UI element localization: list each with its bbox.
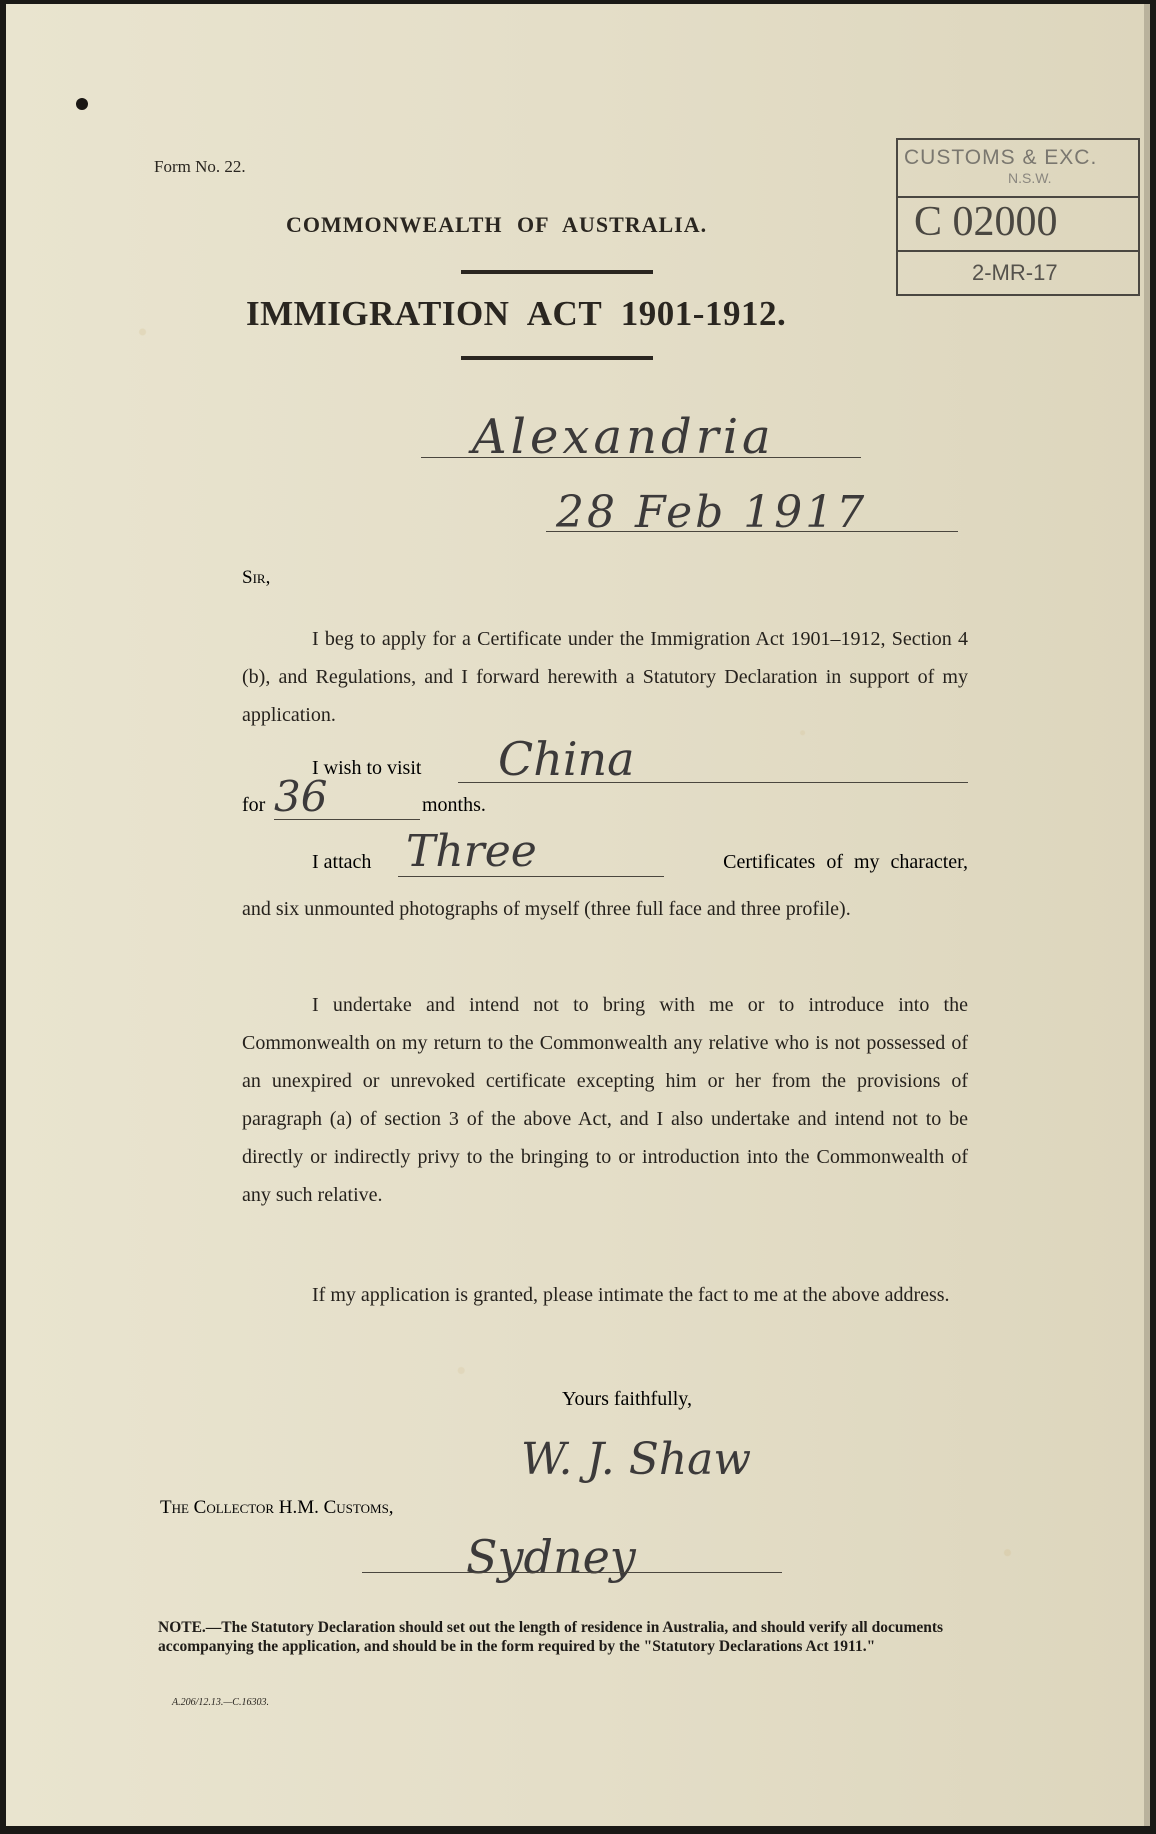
notification-paragraph: If my application is granted, please intimate the fact to me at the above address. — [312, 1284, 950, 1306]
stamp-state: N.S.W. — [1008, 170, 1052, 186]
application-paragraph: I beg to apply for a Certificate under the Immigration Act 1901–1912, Section 4 (b), and Regulations, and I forward herewith a Statutory Declaration in support of my application. — [242, 628, 968, 726]
footer-note: NOTE.—The Statutory Declaration should set out the length of residence in Australia, and should verify all documents accompanying the application, and should be in the form required by the "Statutory Declarations Act 1911." — [158, 1619, 944, 1655]
form-number: Form No. 22. — [154, 157, 246, 176]
duration-months: 36 — [274, 772, 328, 821]
printer-code: A.206/12.13.—C.16303. — [172, 1697, 269, 1708]
heading-rule — [461, 356, 653, 360]
duration-label: for — [242, 794, 266, 816]
visit-line — [458, 782, 968, 783]
act-title: IMMIGRATION ACT 1901-1912. — [246, 294, 787, 333]
ink-dot — [76, 98, 88, 110]
stamp-number: C 02000 — [914, 199, 1058, 245]
address-place: Alexandria — [472, 409, 775, 465]
signature: W. J. Shaw — [521, 1434, 752, 1485]
address-date: 28 Feb 1917 — [556, 487, 868, 538]
salutation: Sir, — [242, 567, 271, 588]
certificates-label: Certificates of my character, — [723, 851, 968, 873]
heading-rule — [461, 270, 653, 274]
closing: Yours faithfully, — [562, 1388, 693, 1410]
city-line — [362, 1572, 782, 1573]
stamp-date: 2-MR-17 — [972, 260, 1058, 285]
months-label: months. — [422, 794, 486, 816]
attach-line — [398, 876, 664, 877]
stamp-office: CUSTOMS & EXC. — [904, 146, 1098, 169]
addressee-city: Sydney — [466, 1530, 636, 1584]
visit-label: I wish to visit — [312, 757, 422, 779]
visit-destination: China — [498, 732, 635, 786]
certificates-count: Three — [406, 826, 537, 877]
customs-stamp — [896, 138, 1140, 296]
duration-line — [274, 819, 420, 820]
stamp-divider — [898, 250, 1138, 252]
country-heading: COMMONWEALTH OF AUSTRALIA. — [286, 212, 708, 237]
address-line — [421, 457, 861, 458]
attach-label: I attach — [312, 851, 372, 873]
addressee-collector: The Collector H.M. Customs, — [160, 1497, 394, 1518]
photographs-text: and six unmounted photographs of myself (three full face and three profile). — [242, 898, 851, 920]
form-page — [6, 4, 1150, 1826]
undertaking-paragraph: I undertake and intend not to bring with me or to introduce into the Commonwealth on my return to the Commonwealth any relative who is not possessed of an unexpired or unrevoked certificate excepting him or her from the provisions of paragraph (a) of section 3 of the above Act, and I also undertake and intend not to be directly or indirectly privy to the bringing to or introduction into the Commonwealth of any such relative. — [242, 994, 968, 1206]
date-line — [546, 531, 958, 532]
